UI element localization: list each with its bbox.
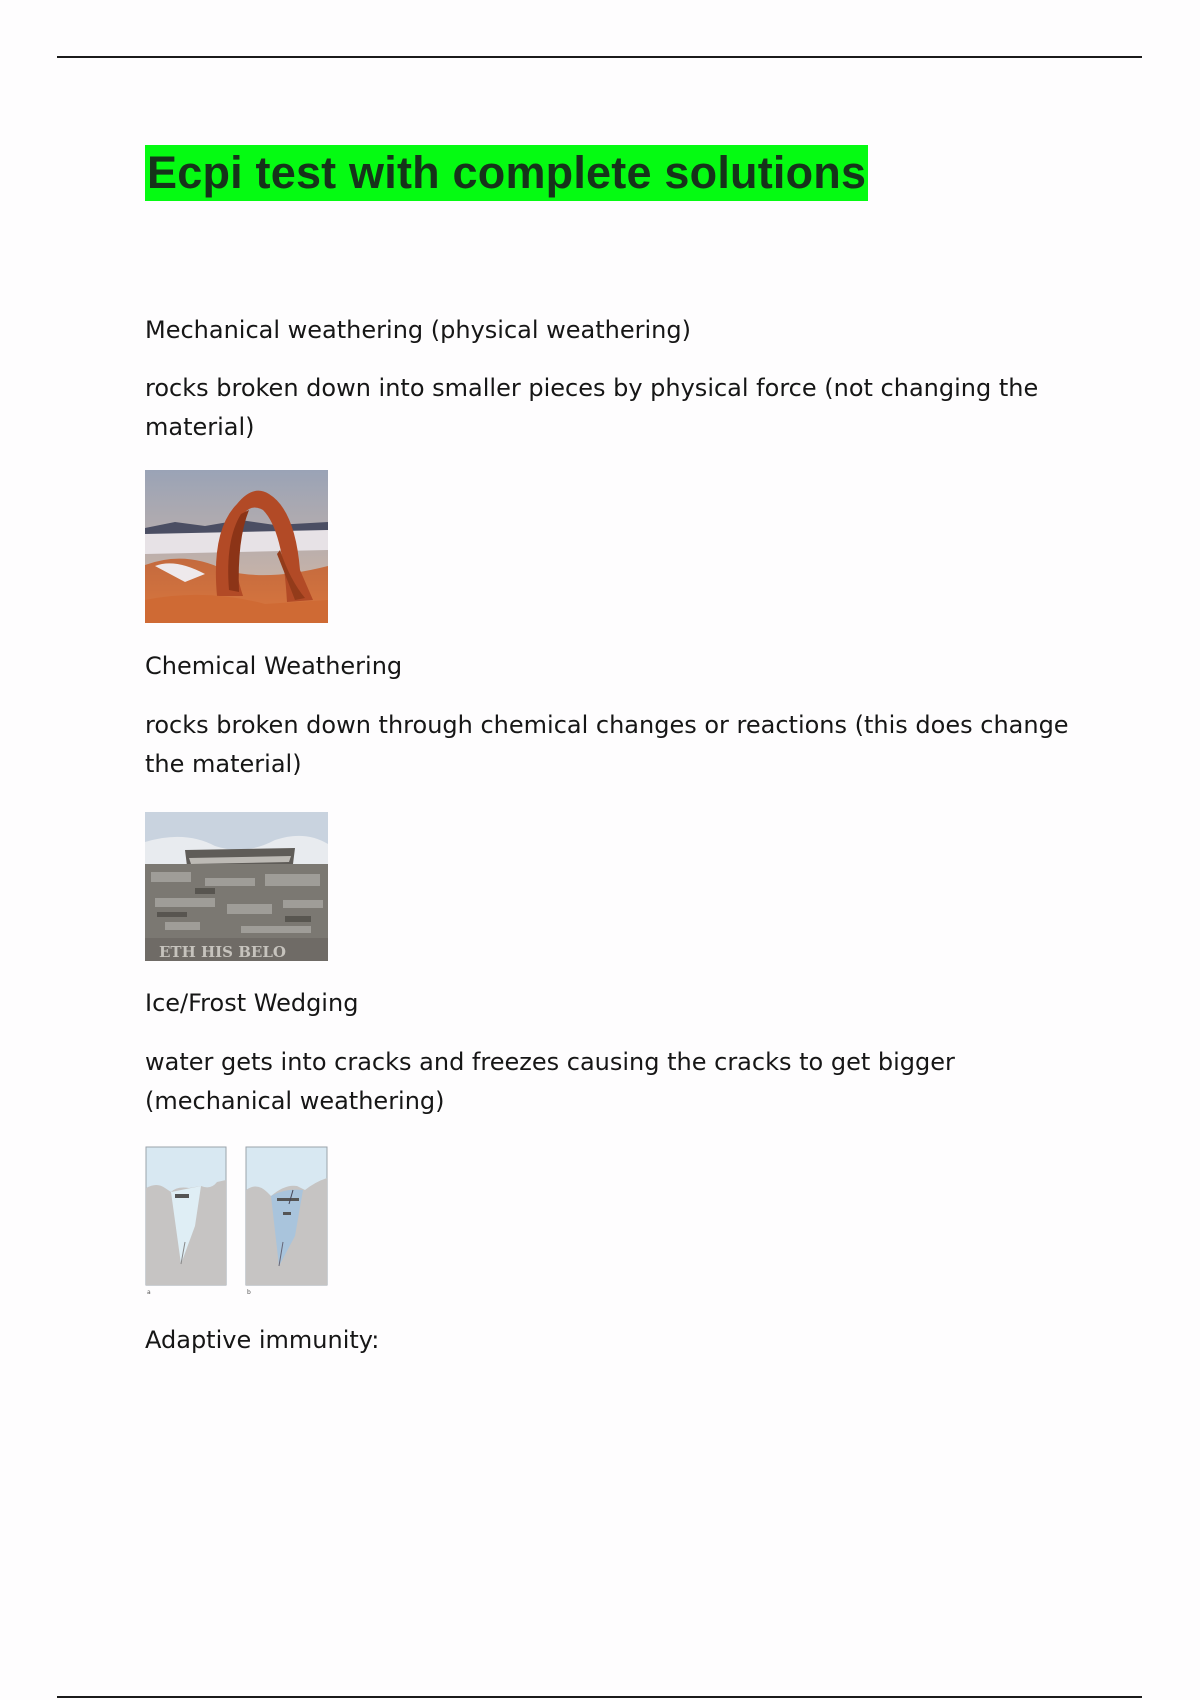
frost-wedging-diagram bbox=[145, 1146, 328, 1296]
term-mechanical-weathering: Mechanical weathering (physical weathering) bbox=[145, 316, 691, 344]
definition-mechanical-weathering: rocks broken down into smaller pieces by physical force (not changing the material) bbox=[145, 374, 1039, 441]
weathered-gravestone-photo bbox=[145, 812, 328, 961]
svg-text:b: b bbox=[247, 1289, 251, 1296]
svg-text:a: a bbox=[147, 1289, 151, 1296]
svg-text:ETH HIS BELO: ETH HIS BELO bbox=[159, 943, 286, 961]
term-chemical-weathering: Chemical Weathering bbox=[145, 652, 403, 680]
definition-ice-frost-wedging: water gets into cracks and freezes causing the cracks to get bigger (mechanical weathering) bbox=[145, 1048, 955, 1115]
header-rule bbox=[57, 56, 1142, 58]
definition-chemical-weathering: rocks broken down through chemical changes or reactions (this does change the material) bbox=[145, 711, 1069, 778]
footer-rule bbox=[57, 1696, 1142, 1698]
rock-arch-photo bbox=[145, 470, 328, 623]
term-adaptive-immunity: Adaptive immunity: bbox=[145, 1326, 380, 1354]
page-title: Ecpi test with complete solutions bbox=[145, 145, 868, 201]
title-block bbox=[145, 145, 1085, 201]
term-ice-frost-wedging: Ice/Frost Wedging bbox=[145, 989, 359, 1017]
